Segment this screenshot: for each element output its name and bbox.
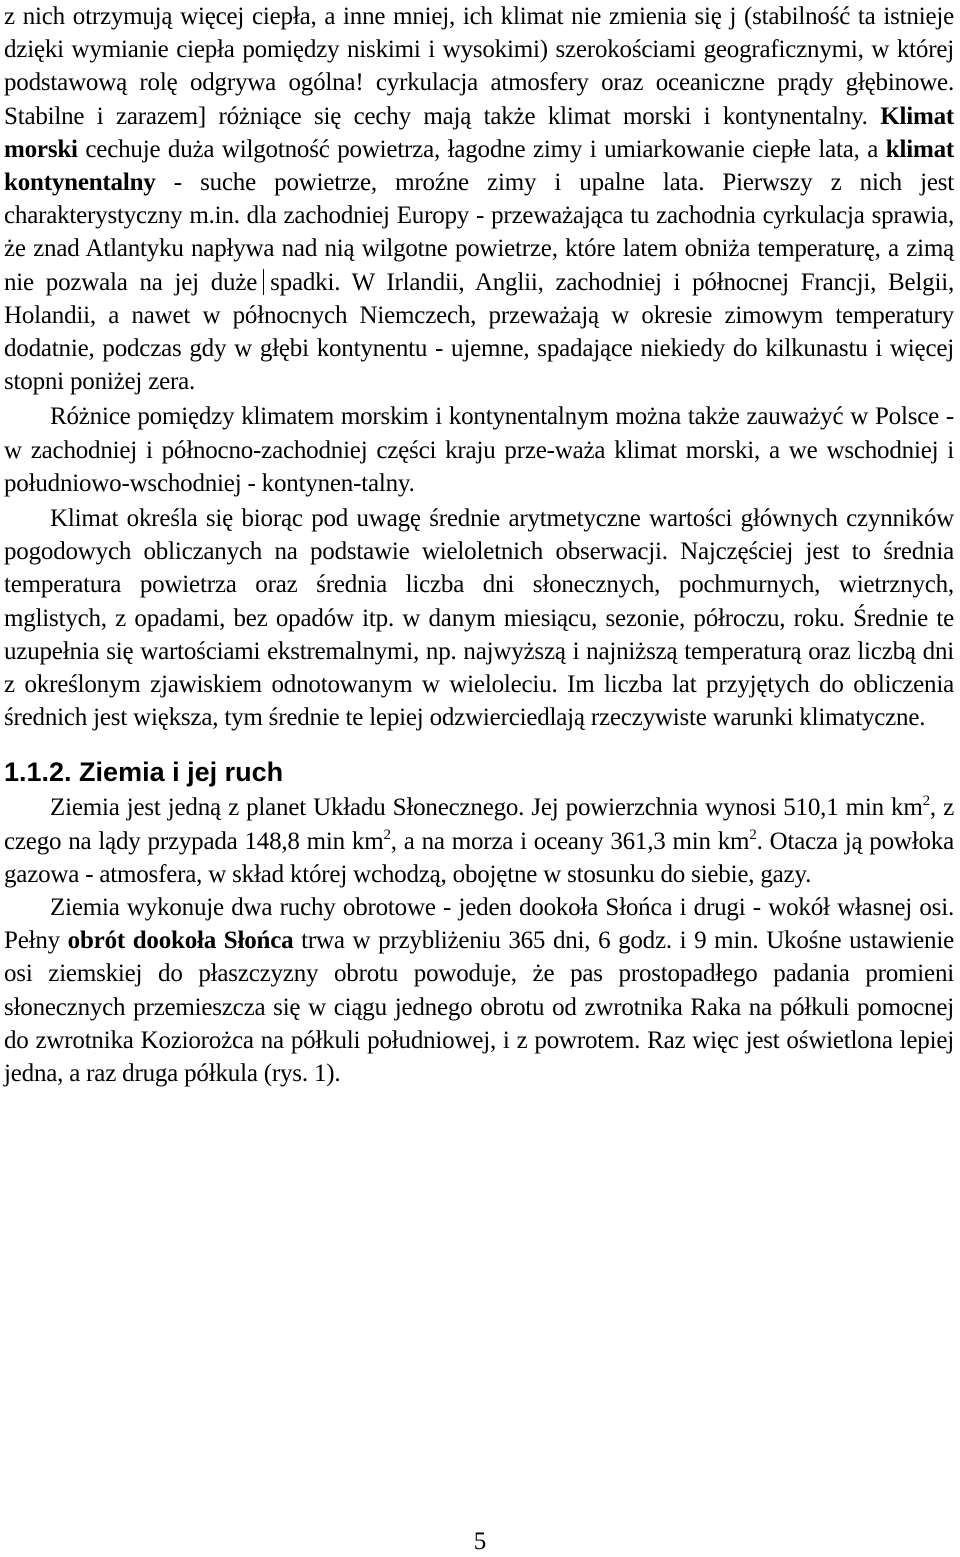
text-run: , a na morza i oceany 361,3 min km: [390, 827, 750, 855]
scan-mark: [263, 269, 264, 295]
text-run: cechuje duża wilgotność powietrza, łagodne zimy i umiarkowanie ciepłe lata, a: [77, 135, 886, 163]
paragraph-climate-definition: Klimat określa się biorąc pod uwagę średnie arytmetyczne wartości głównych czynników pogodowych obliczanych na podstawie wieloletnich obserwacji. Najczęściej jest to średnia temperatura powietrza oraz średnia liczba dni słonecznych, pochmurnych, wietrznych, mglistych, z opadami, bez opadów itp. w danym miesiącu, sezonie, półroczu, roku. Średnie te uzupełnia się wartościami ekstremalnymi, np. najwyższą i najniższą temperaturą oraz liczbą dni z określonym zjawiskiem odnotowanym w wieloleciu. Im liczba lat przyjętych do obliczenia średnich jest większa, tym średnie te lepiej odzwierciedlają rzeczywiste warunki klimatyczne.: [4, 505, 954, 732]
paragraph-climate-types: [4, 0, 954, 398]
section-heading: 1.1.2. Ziemia i jej ruch: [4, 757, 284, 788]
text-run: - suche powietrze, mroźne zimy i upalne lata. Pierwszy z nich jest charakterystyczny m.in. dla zachodniej Europy - przeważająca tu zachodnia cyrkulacja sprawia, że znad Atlantyku napływa nad nią wilgotne powietrze, które latem obniża temperaturę, a zimą nie pozwala na jej duże: [4, 169, 954, 296]
paragraph-earth-surface: [4, 791, 954, 891]
text-run: Ziemia wykonuje dwa ruchy obrotowe - jeden dookoła Słońca i drugi - wokół własnej osi. Pełny: [4, 894, 954, 955]
document-page: [4, 0, 954, 1090]
superscript: 2: [922, 793, 930, 810]
superscript: 2: [383, 826, 391, 843]
text-run: . Otacza ją powłoka gazowa - atmosfera, w skład której wchodzą, obojętne w stosunku do siebie, gazy.: [4, 827, 954, 888]
bold-term-continental-climate: klimat kontynentalny: [4, 135, 954, 197]
paragraph-earth-motion: [4, 891, 954, 1090]
page-number: 5: [473, 1528, 487, 1555]
text-run: Ziemia jest jedną z planet Układu Słonecznego. Jej powierzchnia wynosi 510,1 min km: [50, 794, 923, 822]
text-run: trwa w przybliżeniu 365 dni, 6 godz. i 9 min. Ukośne ustawienie osi ziemskiej do płaszczyzny obrotu powoduje, że pas prostopadłego padania promieni słonecznych przemieszcza się w ciągu jednego obrotu od zwrotnika Raka na półkuli pomocnej do zwrotnika Koziorożca na półkuli południowej, i z powrotem. Raz więc jest oświetlona lepiej jedna, a raz druga półkula (rys. 1).: [4, 927, 954, 1088]
text-run: z nich otrzymują więcej ciepła, a inne mniej, ich klimat nie zmienia się j (stabilność ta istnieje dzięki wymianie ciepła pomiędzy niskimi i wysokimi) szerokościami geograficznymi, w której podstawową rolę odgrywa ogólna! cyrkulacja atmosfery oraz oceaniczne prądy głębinowe. Stabilne i zarazem] różniące się cechy mają także klimat morski i kontynentalny.: [4, 3, 954, 130]
text-run: , z czego na lądy przypada 148,8 min km: [4, 794, 955, 855]
bold-term-orbit: obrót dookoła Słońca: [67, 927, 294, 955]
bold-term-maritime-climate: Klimat morski: [4, 102, 954, 163]
superscript: 2: [749, 826, 757, 843]
paragraph-poland-climate: Różnice pomiędzy klimatem morskim i kontynentalnym można także zauważyć w Polsce - w zachodniej i północno-zachodniej części kraju prze-waża klimat morski, a we wschodniej i południowo-wschodniej - kontynen-talny.: [4, 403, 954, 497]
text-run: spadki. W Irlandii, Anglii, zachodniej i północnej Francji, Belgii, Holandii, a nawet w północnych Niemczech, przeważają w okresie zimowym temperatury dodatnie, podczas gdy w głębi kontynentu - ujemne, spadające niekiedy do kilkunastu i więcej stopni poniżej zera.: [4, 268, 954, 396]
